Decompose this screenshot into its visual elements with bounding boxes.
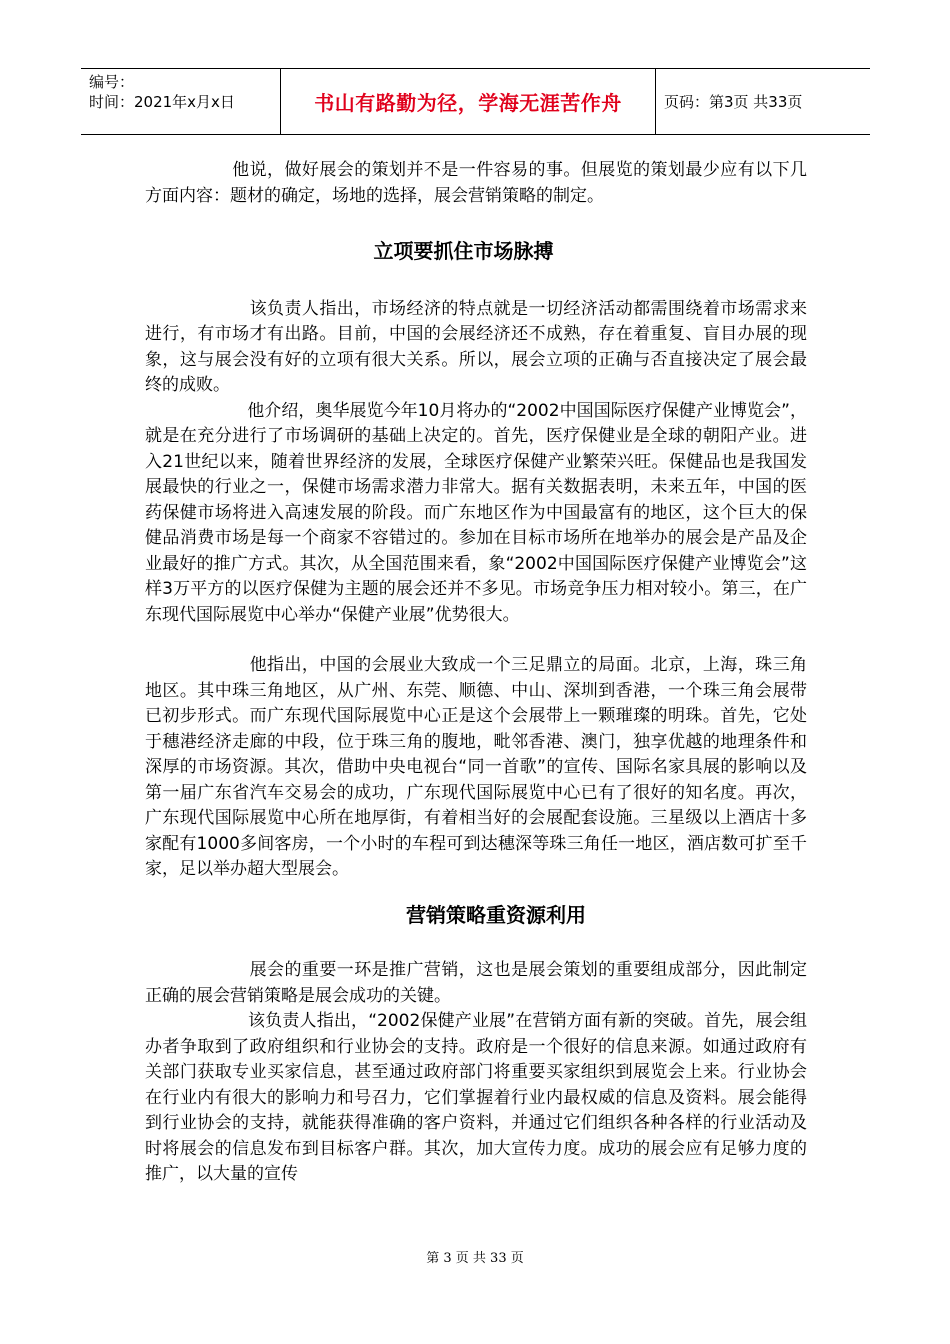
paragraph-marketing-key: 展会的重要一环是推广营销，这也是展会策划的重要组成部分，因此制定正确的展会营销策略是展会成功的关键。 — [145, 960, 807, 1006]
document-body — [145, 158, 807, 1188]
paragraph-spacer — [145, 628, 807, 653]
paragraph-exhibition-industry: 他指出，中国的会展业大致成一个三足鼎立的局面。北京，上海，珠三角地区。其中珠三角地区，从广州、东莞、顺德、中山、深圳到香港，一个珠三角会展带已初步形式。而广东现代国际展览中心正是这个会展带上一颗璀璨的明珠。首先，它处于穗港经济走廊的中段，位于珠三角的腹地，毗邻香港、澳门，独享优越的地理条件和深厚的市场资源。其次，借助中央电视台“同一首歌”的宣传、国际名家具展的影响以及第一届广东省汽车交易会的成功，广东现代国际展览中心已有了很好的知名度。再次，广东现代国际展览中心所在地厚街，有着相当好的会展配套设施。三星级以上酒店十多家配有1000多间客房，一个小时的车程可到达穗深等珠三角任一地区，酒店数可扩至千家，足以举办超大型展会。 — [145, 655, 807, 879]
paragraph-marketing-breakthrough: 该负责人指出，“2002保健产业展”在营销方面有新的突破。首先，展会组办者争取到了政府组织和行业协会的支持。政府是一个很好的信息来源。如通过政府有关部门获取专业买家信息，甚至通过政府部门将重要买家组织到展览会上来。行业协会在行业内有很大的影响力和号召力，它们掌握着行业内最权威的信息及资料。展会能得到行业协会的支持，就能获得准确的客户资料，并通过它们组织各种各样的行业活动及时将展会的信息发布到目标客户群。其次，加大宣传力度。成功的展会应有足够力度的推广，以大量的宣传 — [145, 1011, 807, 1184]
number-label: 编号： — [89, 73, 135, 91]
header-page-info: 页码：第3页 共33页 — [664, 93, 803, 111]
paragraph-market-economy: 该负责人指出，市场经济的特点就是一切经济活动都需围绕着市场需求来进行，有市场才有出路。目前，中国的会展经济还不成熟，存在着重复、盲目办展的现象，这与展会没有好的立项有很大关系。所以，展会立项的正确与否直接决定了展会最终的成败。 — [145, 298, 807, 395]
section-title-marketing: 营销策略重资源利用 — [406, 902, 586, 927]
time-label: 时间：2021年x月x日 — [89, 93, 235, 111]
section-title-project: 立项要抓住市场脉搏 — [373, 239, 554, 263]
document-header — [81, 68, 870, 135]
paragraph-intro: 他说，做好展会的策划并不是一件容易的事。但展览的策划最少应有以下几方面内容：题材的确定，场地的选择，展会营销策略的制定。 — [145, 160, 807, 206]
header-motto: 书山有路勤为径，学海无涯苦作舟 — [281, 69, 656, 134]
page-footer: 第 3 页 共 33 页 — [426, 1251, 524, 1266]
paragraph-expo-introduction: 他介绍，奥华展览今年10月将办的“2002中国国际医疗保健产业博览会”，就是在充分进行了市场调研的基础上决定的。首先，医疗保健业是全球的朝阳产业。进入21世纪以来，随着世界经济的发展，全球医疗保健产业繁荣兴旺。保健品也是我国发展最快的行业之一，保健市场需求潜力非常大。据有关数据表明，未来五年，中国的医药保健市场将进入高速发展的阶段。而广东地区作为中国最富有的地区，这个巨大的保健品消费市场是每一个商家不容错过的。参加在目标市场所在地举办的展会是产品及企业最好的推广方式。其次，从全国范围来看，象“2002中国国际医疗保健产业博览会”这样3万平方的以医疗保健为主题的展会还并不多见。市场竞争压力相对较小。第三，在广东现代国际展览中心举办“保健产业展”优势很大。 — [145, 400, 807, 625]
header-meta — [81, 69, 281, 134]
